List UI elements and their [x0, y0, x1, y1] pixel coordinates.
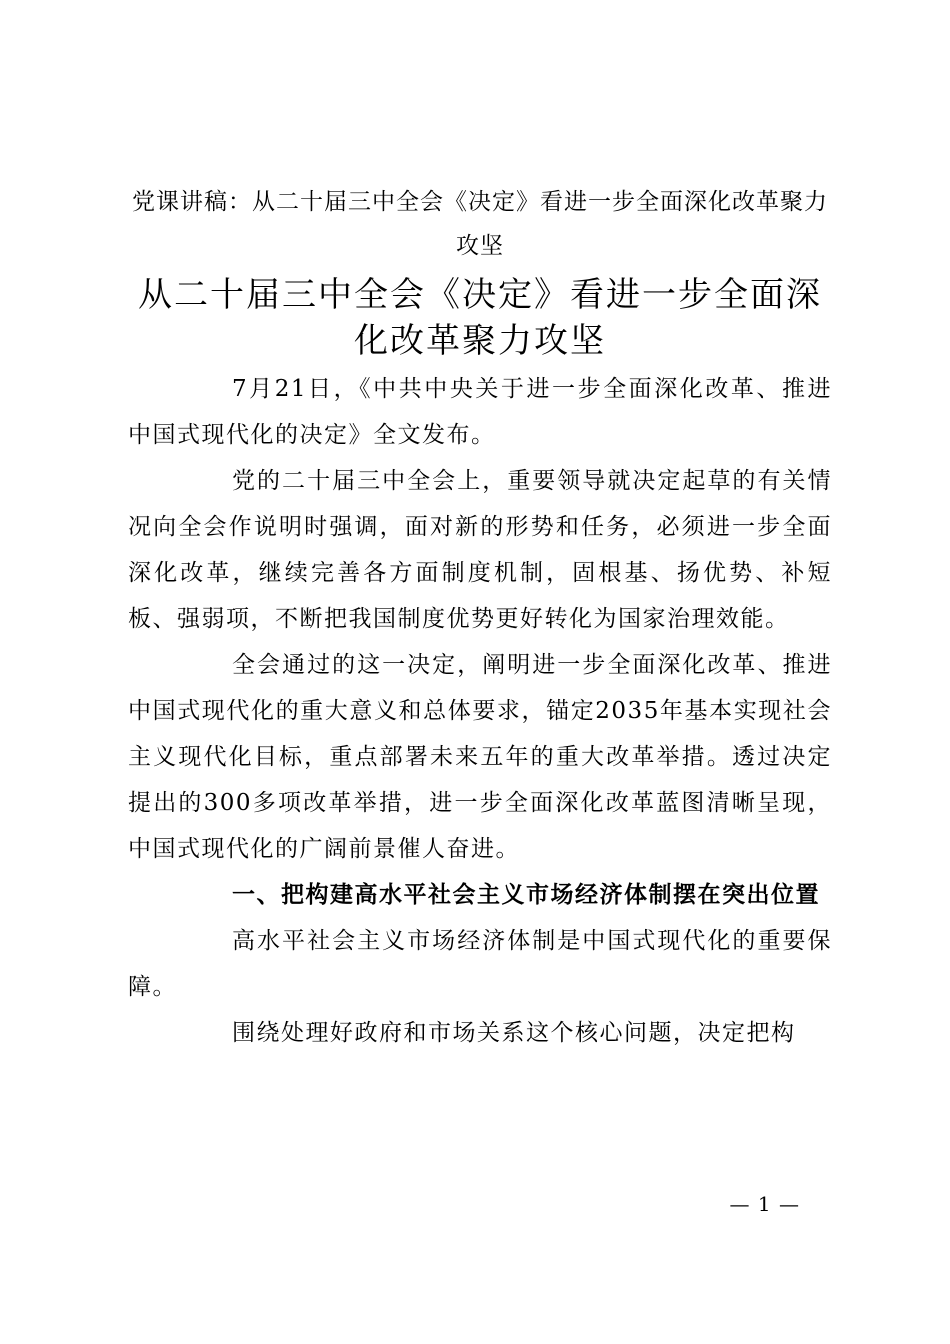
document-subtitle: 党课讲稿：从二十届三中全会《决定》看进一步全面深化改革聚力攻坚 — [132, 189, 828, 259]
paragraph-1: 7月21日，《中共中央关于进一步全面深化改革、推进中国式现代化的决定》全文发布。 — [128, 376, 832, 448]
document-title: 从二十届三中全会《决定》看进一步全面深化改革聚力攻坚 — [138, 275, 822, 361]
section-paragraph-2: 围绕处理好政府和市场关系这个核心问题，决定把构 — [232, 1020, 796, 1046]
document-body — [128, 180, 832, 1056]
paragraph-2: 党的二十届三中全会上，重要领导就决定起草的有关情况向全会作说明时强调，面对新的形势和任务，必须进一步全面深化改革，继续完善各方面制度机制，固根基、扬优势、补短板、强弱项，不断把我国制度优势更好转化为国家治理效能。 — [128, 468, 832, 632]
section-heading-1: 一、把构建高水平社会主义市场经济体制摆在突出位置 — [232, 882, 820, 908]
paragraph-3: 全会通过的这一决定，阐明进一步全面深化改革、推进中国式现代化的重大意义和总体要求，锚定2035年基本实现社会主义现代化目标，重点部署未来五年的重大改革举措。透过决定提出的300多项改革举措，进一步全面深化改革蓝图清晰呈现，中国式现代化的广阔前景催人奋进。 — [128, 652, 832, 862]
section-paragraph-1: 高水平社会主义市场经济体制是中国式现代化的重要保障。 — [128, 928, 832, 1000]
page-number: — 1 — — [729, 1192, 800, 1216]
